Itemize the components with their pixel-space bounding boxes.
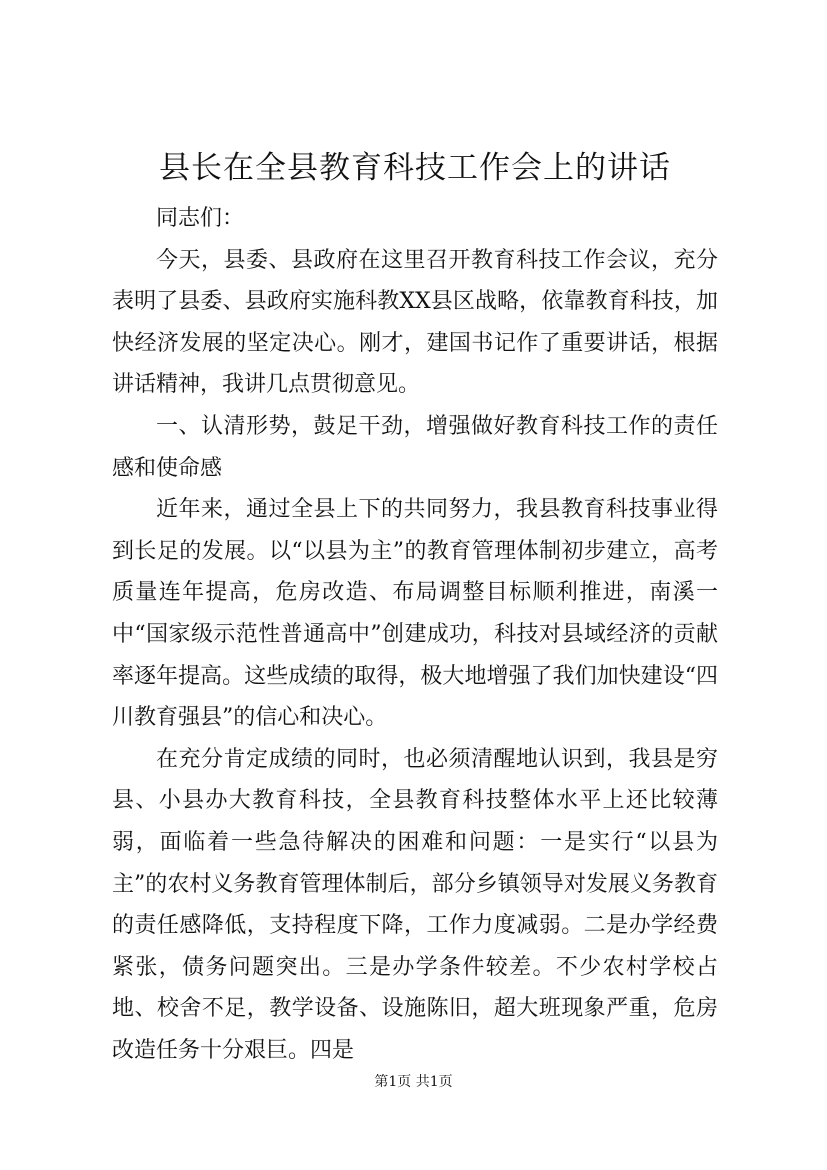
problems-paragraph: 在充分肯定成绩的同时，也必须清醒地认识到，我县是穷县、小县办大教育科技，全县教育科技整体水平上还比较薄弱，面临着一些急待解决的困难和问题：一是实行“以县为主”的农村义务教育管理体制后，部分乡镇领导对发展义务教育的责任感降低，支持程度下降，工作力度减弱。二是办学经费紧张，债务问题突出。三是办学条件较差。不少农村学校占地、校舍不足，教学设备、设施陈旧，超大班现象严重，危房改造任务十分艰巨。四是 (112, 746, 718, 1063)
document-title: 县长在全县教育科技工作会上的讲话 (159, 150, 671, 186)
document-page (112, 138, 718, 1071)
page-footer: 第1页 共1页 (374, 1074, 453, 1090)
intro-paragraph: 今天，县委、县政府在这里召开教育科技工作会议，充分表明了县委、县政府实施科教XX县区战略，依靠教育科技，加快经济发展的坚定决心。刚才，建国书记作了重要讲话，根据讲话精神，我讲几点贯彻意见。 (112, 247, 718, 398)
section-heading-paragraph: 一、认清形势，鼓足干劲，增强做好教育科技工作的责任感和使命感 (112, 413, 718, 481)
achievements-paragraph: 近年来，通过全县上下的共同努力，我县教育科技事业得到长足的发展。以“以县为主”的教育管理体制初步建立，高考质量连年提高，危房改造、布局调整目标顺利推进，南溪一中“国家级示范性普通高中”创建成功，科技对县域经济的贡献率逐年提高。这些成绩的取得，极大地增强了我们加快建设“四川教育强县”的信心和决心。 (112, 497, 718, 731)
salutation-paragraph: 同志们： (156, 206, 245, 231)
